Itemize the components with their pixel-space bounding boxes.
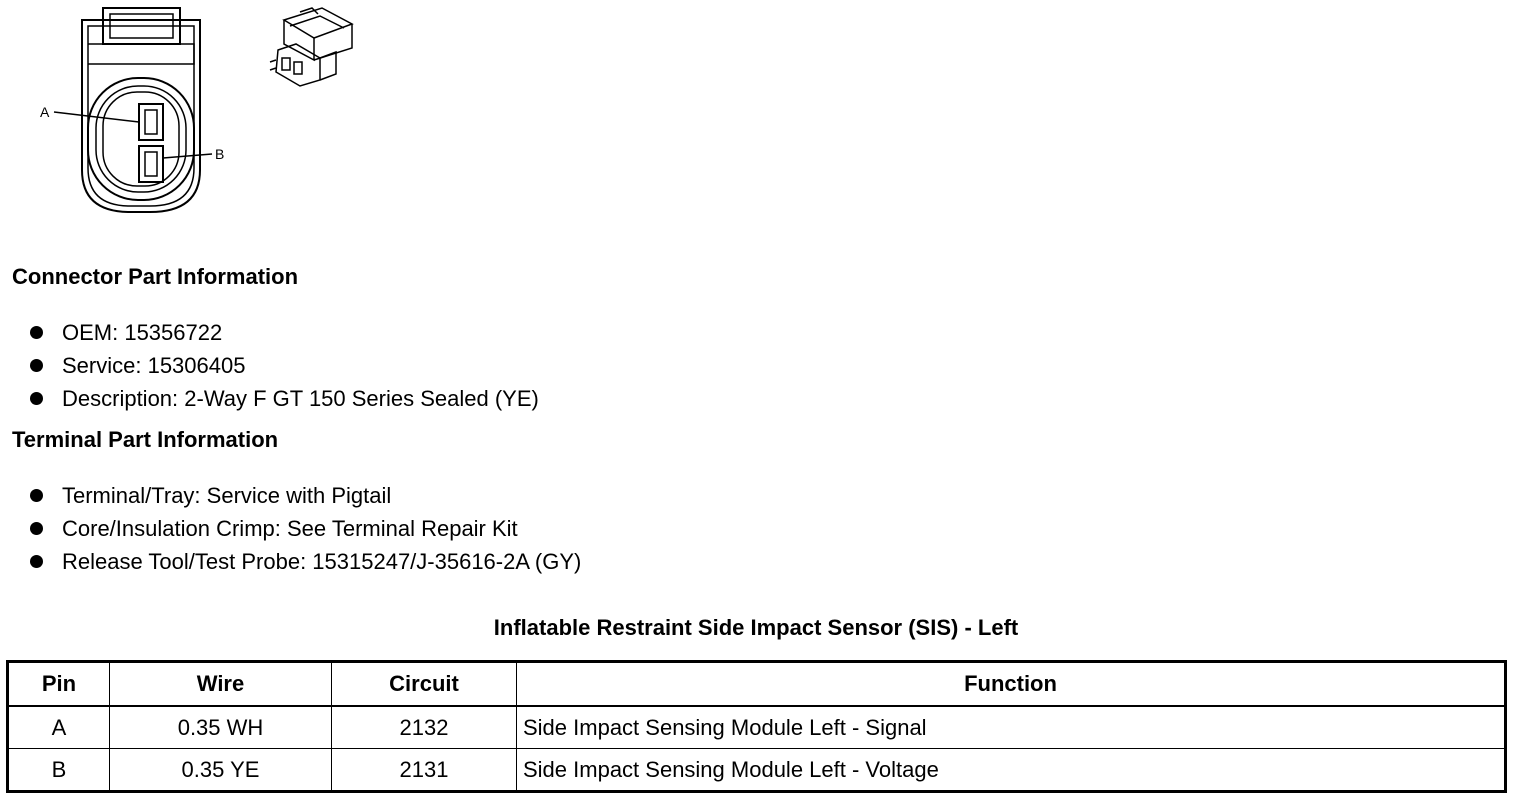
list-item-text: Service: 15306405 — [62, 353, 246, 378]
list-item — [30, 349, 539, 382]
connector-diagram — [0, 0, 380, 240]
cell-function: Side Impact Sensing Module Left - Signal — [517, 706, 1506, 749]
table-row — [8, 749, 1506, 792]
list-item — [30, 316, 539, 349]
list-item-text: Description: 2-Way F GT 150 Series Sealed (YE) — [62, 386, 539, 411]
list-item-text: Release Tool/Test Probe: 15315247/J-35616-2A (GY) — [62, 549, 582, 574]
connector-iso-view — [270, 8, 352, 86]
header-function: Function — [517, 662, 1506, 707]
terminal-info-list — [30, 479, 581, 578]
cell-wire: 0.35 YE — [110, 749, 332, 792]
pin-a-label: A — [40, 104, 50, 120]
bullet-icon — [30, 489, 43, 502]
table-header-row — [8, 662, 1506, 707]
cell-circuit: 2131 — [332, 749, 517, 792]
bullet-icon — [30, 359, 43, 372]
cell-wire: 0.35 WH — [110, 706, 332, 749]
header-pin: Pin — [8, 662, 110, 707]
list-item — [30, 512, 581, 545]
list-item — [30, 479, 581, 512]
pinout-table — [6, 660, 1507, 793]
list-item — [30, 545, 581, 578]
header-circuit: Circuit — [332, 662, 517, 707]
list-item — [30, 382, 539, 415]
table-title: Inflatable Restraint Side Impact Sensor (SIS) - Left — [493, 615, 1019, 640]
pin-b-label: B — [215, 146, 225, 162]
cell-function: Side Impact Sensing Module Left - Voltage — [517, 749, 1506, 792]
cell-pin: B — [8, 749, 110, 792]
list-item-text: OEM: 15356722 — [62, 320, 223, 345]
connector-info-heading: Connector Part Information — [12, 264, 299, 289]
bullet-icon — [30, 326, 43, 339]
header-wire: Wire — [110, 662, 332, 707]
cell-pin: A — [8, 706, 110, 749]
list-item-text: Terminal/Tray: Service with Pigtail — [62, 483, 392, 508]
bullet-icon — [30, 555, 43, 568]
connector-info-list — [30, 316, 539, 415]
bullet-icon — [30, 392, 43, 405]
cell-circuit: 2132 — [332, 706, 517, 749]
terminal-info-heading: Terminal Part Information — [12, 427, 279, 452]
bullet-icon — [30, 522, 43, 535]
table-row — [8, 706, 1506, 749]
list-item-text: Core/Insulation Crimp: See Terminal Repair Kit — [62, 516, 518, 541]
